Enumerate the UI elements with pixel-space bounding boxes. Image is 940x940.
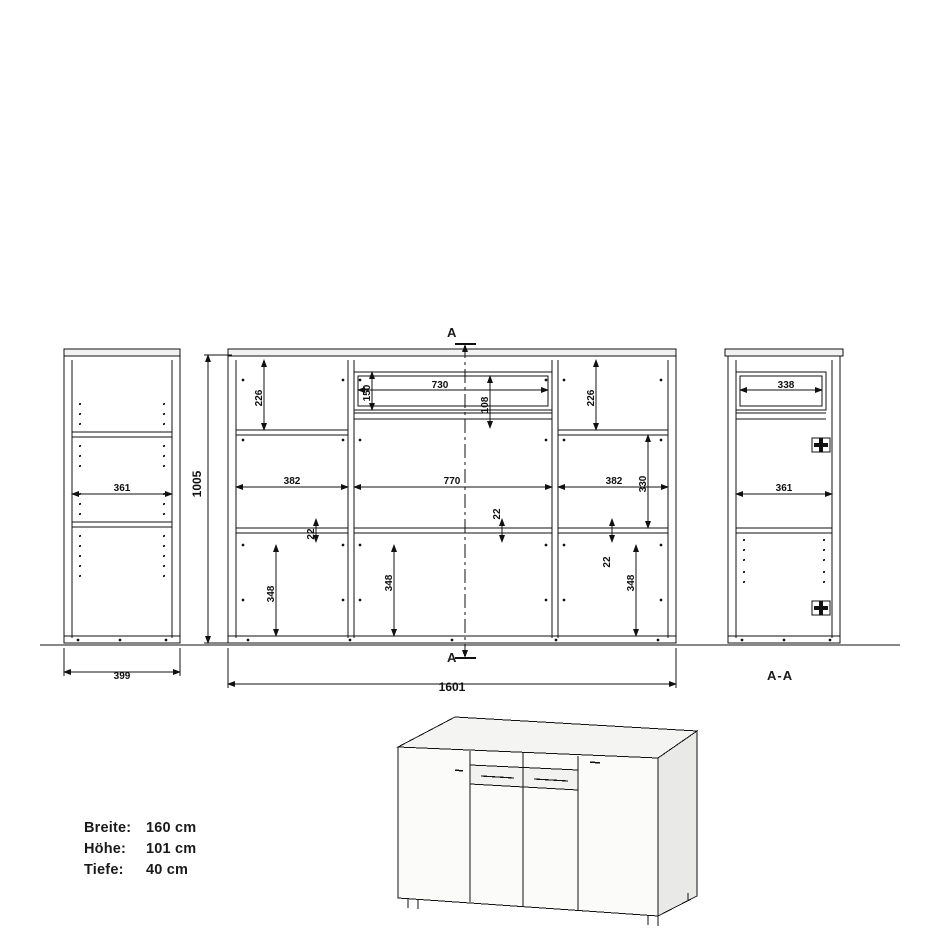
spec-label-height: Höhe: [84,841,127,857]
perspective-view [398,717,697,926]
section-mark-top: A [447,325,457,340]
section-view [725,349,843,643]
dim-right-top: 226 [586,389,597,407]
dim-bottom-center: 348 [384,574,395,592]
dim-thick-center: 22 [492,508,503,520]
spec-row-depth [84,860,196,881]
dim-left-top: 226 [254,389,265,407]
dim-left-shelf: 382 [283,476,301,487]
section-mark-bottom: A [447,650,457,665]
side-view [64,349,180,676]
dim-center-shelf: 770 [443,476,461,487]
spec-value-height: 101 cm [146,841,197,857]
dim-drawer-depth: 108 [480,396,491,414]
front-view [204,344,676,688]
spec-label-width: Breite: [84,820,132,836]
spec-list [84,818,196,881]
dim-right-mid: 330 [638,475,649,493]
dim-side-depth: 399 [113,671,131,682]
section-view-label: A-A [767,668,794,683]
spec-label-depth: Tiefe: [84,862,124,878]
dim-drawer-width: 730 [431,380,449,391]
dim-bottom-left: 348 [266,585,277,603]
dim-section-drawer: 338 [777,380,795,391]
dim-bottom-right: 348 [626,574,637,592]
dim-total-height: 1005 [190,470,204,498]
spec-value-depth: 40 cm [146,862,189,878]
dim-side-inner-width: 361 [113,483,131,494]
dim-thick-right: 22 [602,556,613,568]
dim-drawer-height: 150 [362,384,373,402]
spec-row-height [84,839,196,860]
dim-right-shelf: 382 [605,476,623,487]
spec-row-width [84,818,196,839]
spec-value-width: 160 cm [146,820,197,836]
dim-section-inner: 361 [775,483,793,494]
dim-total-width: 1601 [438,680,466,694]
dim-thick-left: 22 [306,528,317,540]
